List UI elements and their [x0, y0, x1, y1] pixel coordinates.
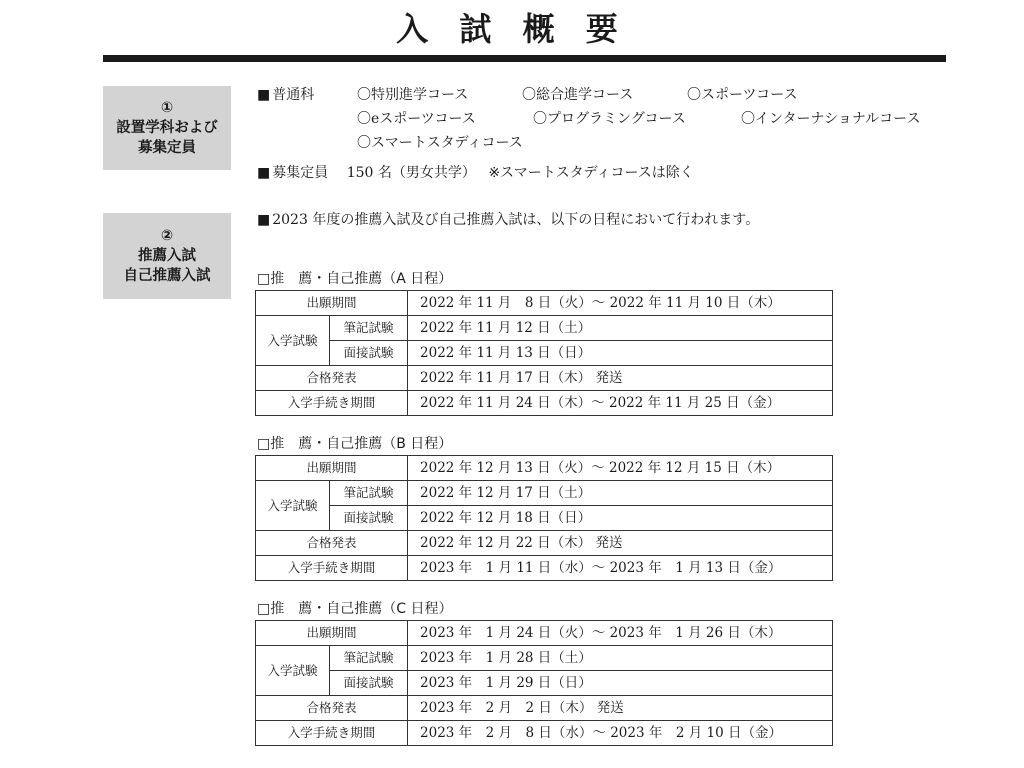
- course-item: 〇特別進学コース: [357, 87, 469, 103]
- result-date: 2022 年 11 月 17 日（木） 発送: [408, 366, 833, 391]
- course-item: 〇プログラミングコース: [533, 111, 686, 127]
- application-period: 2023 年 1 月 24 日（火）～ 2023 年 1 月 26 日（木）: [408, 621, 833, 646]
- table-row: [256, 621, 833, 646]
- written-label: 筆記試験: [330, 316, 408, 341]
- capacity-row: [257, 164, 694, 182]
- table-row: [256, 506, 833, 531]
- procedure-period: 2022 年 11 月 24 日（木）～ 2022 年 11 月 25 日（金）: [408, 391, 833, 416]
- title-rule: [103, 55, 946, 62]
- table-row: [256, 696, 833, 721]
- schedule-b-table: [255, 455, 833, 581]
- table-row: [256, 456, 833, 481]
- course-item: 〇スポーツコース: [687, 87, 798, 103]
- interview-label: 面接試験: [330, 341, 408, 366]
- interview-label: 面接試験: [330, 671, 408, 696]
- application-period: 2022 年 12 月 13 日（火）～ 2022 年 12 月 15 日（木）: [408, 456, 833, 481]
- result-label: 合格発表: [256, 696, 408, 721]
- procedure-label: 入学手続き期間: [256, 391, 408, 416]
- capacity-value: 150 名（男女共学）: [346, 165, 476, 181]
- section-label-recommendation: [103, 213, 231, 299]
- written-date: 2022 年 11 月 12 日（土）: [408, 316, 833, 341]
- result-date: 2022 年 12 月 22 日（木） 発送: [408, 531, 833, 556]
- section-number: ①: [160, 100, 174, 116]
- capacity-note: ※スマートスタディコースは除く: [488, 165, 694, 181]
- table-row: [256, 366, 833, 391]
- procedure-label: 入学手続き期間: [256, 556, 408, 581]
- course-item: 〇総合進学コース: [522, 87, 634, 103]
- schedule-c-table: [255, 620, 833, 746]
- exam-label: 入学試験: [256, 481, 330, 531]
- table-row: [256, 316, 833, 341]
- written-date: 2023 年 1 月 28 日（土）: [408, 646, 833, 671]
- table-row: [256, 291, 833, 316]
- page-title: 入 試 概 要: [396, 10, 628, 48]
- application-label: 出願期間: [256, 621, 408, 646]
- table-row: [256, 481, 833, 506]
- table-row: [256, 721, 833, 746]
- application-label: 出願期間: [256, 291, 408, 316]
- interview-label: 面接試験: [330, 506, 408, 531]
- table-row: [256, 671, 833, 696]
- written-date: 2022 年 12 月 17 日（土）: [408, 481, 833, 506]
- section-label-line1: 設置学科および: [116, 120, 218, 136]
- written-label: 筆記試験: [330, 481, 408, 506]
- result-date: 2023 年 2 月 2 日（木） 発送: [408, 696, 833, 721]
- table-row: [256, 531, 833, 556]
- application-period: 2022 年 11 月 8 日（火）～ 2022 年 11 月 10 日（木）: [408, 291, 833, 316]
- interview-date: 2022 年 11 月 13 日（日）: [408, 341, 833, 366]
- schedule-b-heading: □推 薦・自己推薦（B 日程）: [257, 436, 453, 452]
- table-row: [256, 556, 833, 581]
- table-row: [256, 646, 833, 671]
- exam-label: 入学試験: [256, 646, 330, 696]
- section-number: ②: [160, 228, 174, 244]
- section-label-line2: 自己推薦入試: [123, 268, 211, 284]
- procedure-period: 2023 年 2 月 8 日（水）～ 2023 年 2 月 10 日（金）: [408, 721, 833, 746]
- table-row: [256, 341, 833, 366]
- section-label-line1: 推薦入試: [138, 248, 196, 264]
- result-label: 合格発表: [256, 366, 408, 391]
- procedure-label: 入学手続き期間: [256, 721, 408, 746]
- application-label: 出願期間: [256, 456, 408, 481]
- course-item: 〇eスポーツコース: [357, 111, 476, 127]
- written-label: 筆記試験: [330, 646, 408, 671]
- course-item: 〇インターナショナルコース: [741, 111, 921, 127]
- result-label: 合格発表: [256, 531, 408, 556]
- schedule-intro: ■ 2023 年度の推薦入試及び自己推薦入試は、以下の日程において行われます。: [257, 211, 759, 229]
- schedule-c-heading: □推 薦・自己推薦（C 日程）: [257, 601, 453, 617]
- procedure-period: 2023 年 1 月 11 日（水）～ 2023 年 1 月 13 日（金）: [408, 556, 833, 581]
- interview-date: 2023 年 1 月 29 日（日）: [408, 671, 833, 696]
- department-label: ■ 普通科: [257, 86, 314, 104]
- capacity-label: ■ 募集定員: [257, 165, 328, 181]
- section-label-departments: [103, 86, 231, 170]
- course-item: 〇スマートスタディコース: [357, 135, 523, 151]
- schedule-a-heading: □推 薦・自己推薦（A 日程）: [257, 271, 453, 287]
- exam-label: 入学試験: [256, 316, 330, 366]
- table-row: [256, 391, 833, 416]
- section-label-line2: 募集定員: [138, 140, 196, 156]
- interview-date: 2022 年 12 月 18 日（日）: [408, 506, 833, 531]
- schedule-a-table: [255, 290, 833, 416]
